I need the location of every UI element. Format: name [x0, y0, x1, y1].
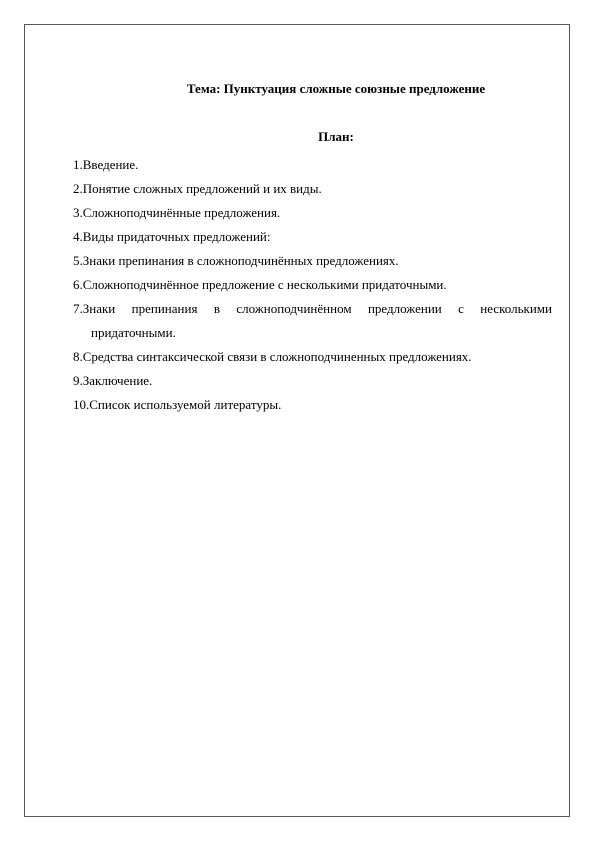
plan-item-1: 1.Введение. — [73, 157, 139, 172]
plan-item-8: 8.Средства синтаксической связи в сложноподчиненных предложениях. — [73, 349, 472, 364]
plan-item-5: 5.Знаки препинания в сложноподчинённых предложениях. — [73, 253, 399, 268]
plan-item-6: 6.Сложноподчинённое предложение с несколькими придаточными. — [73, 277, 447, 292]
plan-item-3: 3.Сложноподчинённые предложения. — [73, 205, 281, 220]
plan-item-9: 9.Заключение. — [73, 373, 153, 388]
plan-list — [73, 153, 552, 417]
plan-item-2: 2.Понятие сложных предложений и их виды. — [73, 181, 322, 196]
plan-heading: План: — [318, 129, 354, 144]
plan-item-10: 10.Список используемой литературы. — [73, 397, 282, 412]
plan-item-7: 7.Знаки препинания в сложноподчинённом предложении с несколькими придаточными. — [73, 301, 552, 340]
plan-item-4: 4.Виды придаточных предложений: — [73, 229, 271, 244]
document-topic: Тема: Пунктуация сложные союзные предложение — [186, 81, 486, 96]
